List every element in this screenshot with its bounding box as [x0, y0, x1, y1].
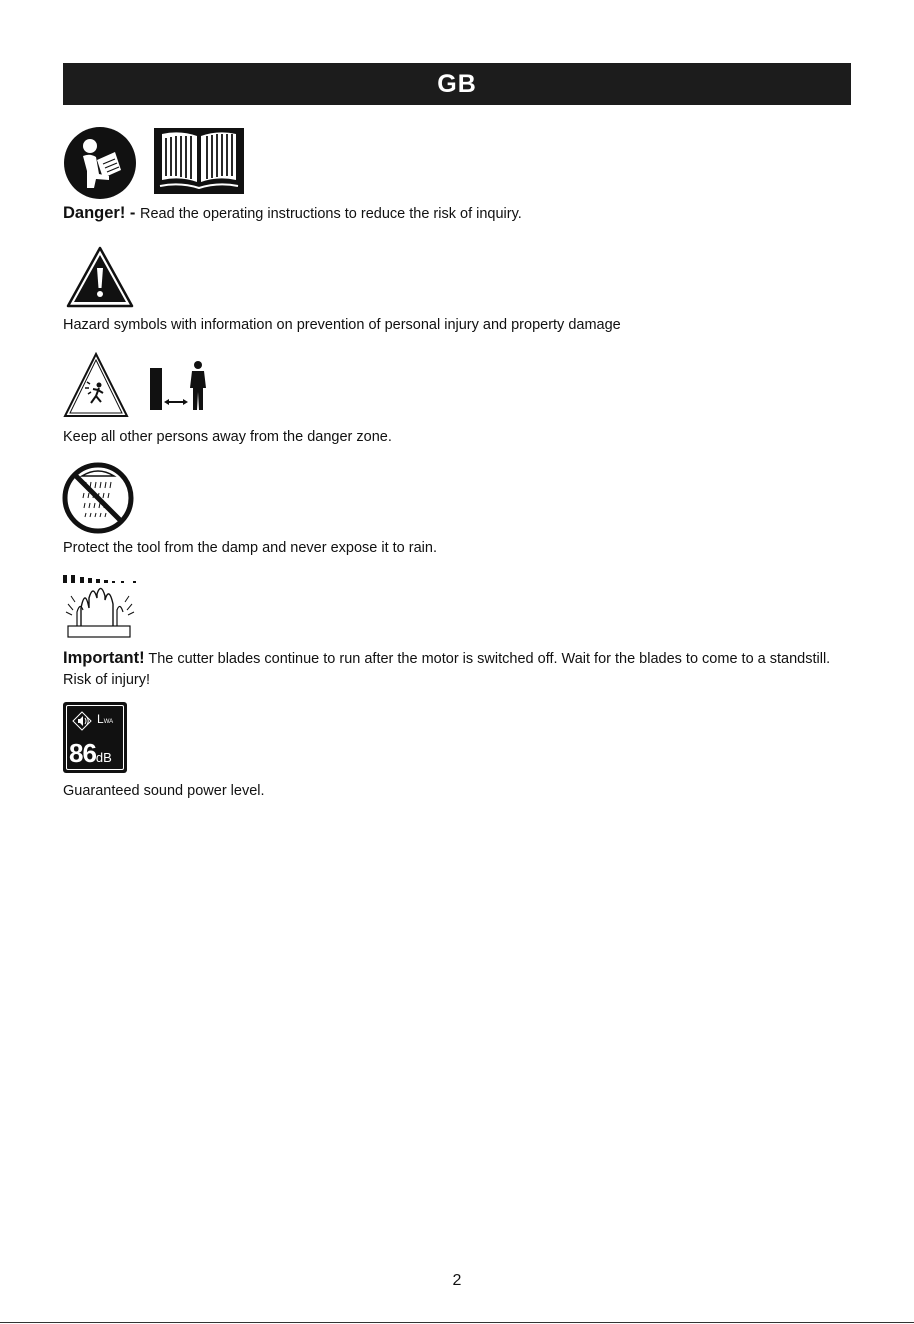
sound-power-label-icon — [63, 702, 127, 773]
page-number: 2 — [452, 1272, 462, 1289]
open-book-icon — [154, 128, 244, 194]
important-text: The cutter blades continue to run after the motor is switched off. Wait for the blades to come to a standstill. Risk of injury! — [63, 651, 831, 688]
hazard-symbols-text: Hazard symbols with information on prevention of personal injury and property damage — [63, 317, 621, 333]
read-manual-person-icon — [63, 126, 137, 200]
sound-value: 86 — [69, 738, 96, 768]
sound-power-text: Guaranteed sound power level. — [63, 783, 265, 799]
keep-persons-away-text: Keep all other persons away from the danger zone. — [63, 429, 392, 445]
no-rain-icon — [62, 462, 134, 534]
header-title: GB — [437, 69, 477, 98]
language-header — [63, 63, 851, 105]
footer-rule — [0, 1322, 914, 1323]
danger-instruction — [63, 203, 522, 225]
sound-subscript: WA — [103, 719, 114, 725]
rotating-blades-icon — [63, 574, 137, 638]
warning-triangle-icon — [66, 246, 134, 308]
danger-separator: - — [125, 204, 141, 222]
no-rain-text: Protect the tool from the damp and never expose it to rain. — [63, 540, 437, 556]
speaker-icon — [71, 710, 93, 732]
sound-unit: dB — [95, 750, 112, 765]
sound-symbol: L — [97, 712, 104, 726]
thrown-objects-warning-icon — [63, 352, 129, 418]
safety-distance-icon — [150, 360, 212, 412]
important-lead: Important! — [63, 649, 145, 667]
danger-lead: Danger! — [63, 204, 126, 222]
danger-text: Read the operating instructions to reduce the risk of inquiry. — [140, 206, 522, 222]
blades-continue-text — [63, 648, 853, 691]
